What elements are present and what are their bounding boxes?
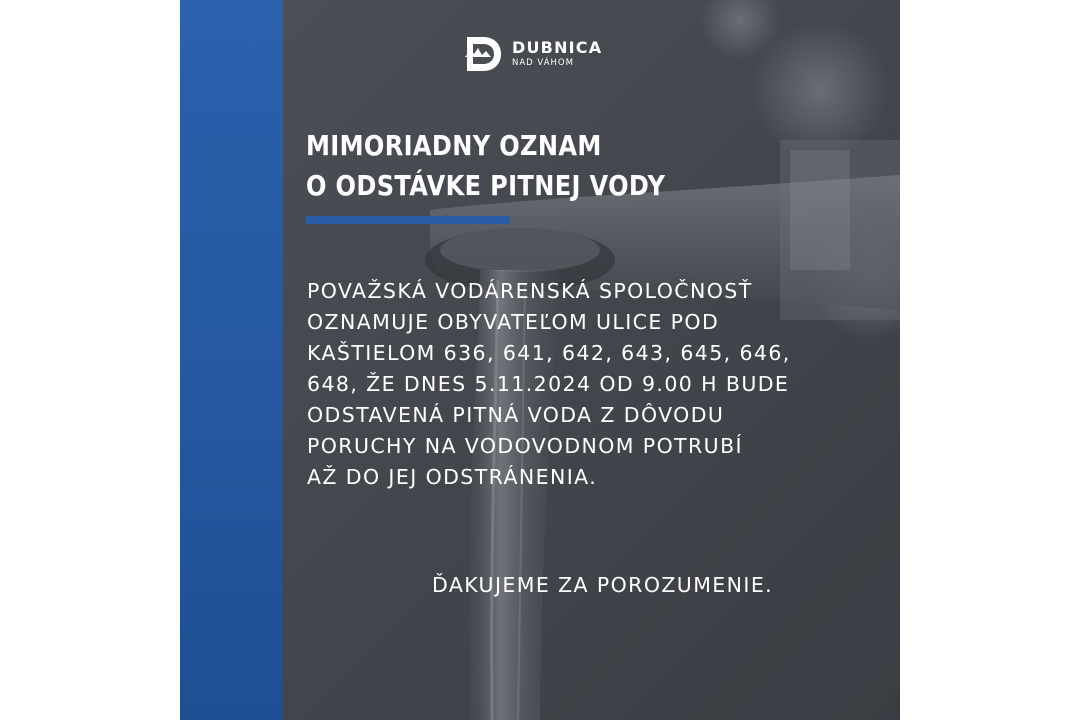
body-line: ODSTAVENÁ PITNÁ VODA Z DÔVODU [307,403,725,427]
body-line: PORUCHY NA VODOVODNOM POTRUBÍ [307,434,743,458]
notice-title [306,126,665,206]
body-line: KAŠTIELOM 636, 641, 642, 643, 645, 646, [307,341,791,365]
brand-name: DUBNICA [512,38,603,57]
title-line: MIMORIADNY OZNAM [306,129,602,162]
body-line: POVAŽSKÁ VODÁRENSKÁ SPOLOČNOSŤ [307,279,753,303]
title-underline [306,216,510,224]
notice-poster [180,0,900,720]
body-line: AŽ DO JEJ ODSTRÁNENIA. [307,465,598,489]
dubnica-logo-icon [463,35,503,73]
notice-body [307,276,897,493]
accent-stripe [180,0,283,720]
body-line: 648, ŽE DNES 5.11.2024 OD 9.00 H BUDE [307,372,790,396]
body-line: OZNAMUJE OBYVATEĽOM ULICE POD [307,310,720,334]
closing-thanks: ĎAKUJEME ZA POROZUMENIE. [432,573,774,597]
brand-logo [463,34,602,74]
brand-subtitle: NAD VÁHOM [512,58,574,68]
title-line: O ODSTÁVKE PITNEJ VODY [306,169,666,202]
